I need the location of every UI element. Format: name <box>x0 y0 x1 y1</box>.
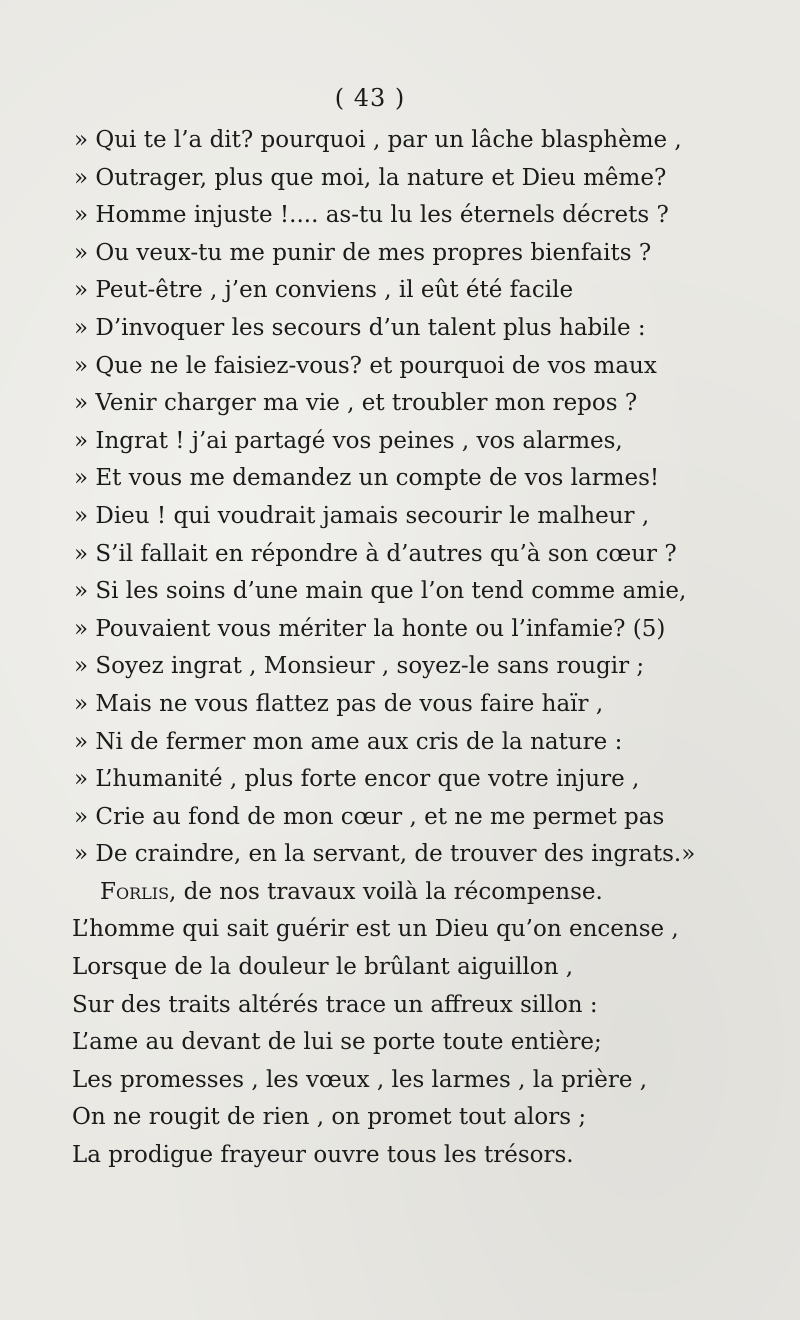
verse-line: » Soyez ingrat , Monsieur , soyez-le sans rougir ; <box>74 653 645 680</box>
verse-line: » D’invoquer les secours d’un talent plus habile : <box>74 314 646 341</box>
verse-line: Lorsque de la douleur le brûlant aiguillon , <box>72 954 574 981</box>
verse-line: L’ame au devant de lui se porte toute entière; <box>72 1029 602 1056</box>
verse-line: » Ou veux-tu me punir de mes propres bienfaits ? <box>74 239 652 266</box>
verse-line: Sur des traits altérés trace un affreux sillon : <box>72 991 598 1018</box>
verse-line: » S’il fallait en répondre à d’autres qu’à son cœur ? <box>74 540 677 567</box>
verse-line: » Que ne le faisiez-vous? et pourquoi de vos maux <box>74 352 657 379</box>
verse-line: Les promesses , les vœux , les larmes , la prière , <box>72 1066 648 1093</box>
verse-line: » L’humanité , plus forte encor que votre injure , <box>74 766 640 793</box>
verse-line: » De craindre, en la servant, de trouver des ingrats.» <box>74 841 696 868</box>
verse-line: » Peut-être , j’en conviens , il eût été facile <box>74 277 574 304</box>
verse-line: » Mais ne vous flattez pas de vous faire haïr , <box>74 690 604 717</box>
verse-line: » Si les soins d’une main que l’on tend comme amie, <box>74 578 687 605</box>
verse-line: » Homme injuste !.... as-tu lu les éternels décrets ? <box>74 202 669 229</box>
verse-line: » Venir charger ma vie , et troubler mon repos ? <box>74 390 638 417</box>
verse-line: » Crie au fond de mon cœur , et ne me permet pas <box>74 803 665 830</box>
poem-text <box>72 122 712 1175</box>
verse-line: On ne rougit de rien , on promet tout alors ; <box>72 1104 587 1131</box>
verse-line: » Pouvaient vous mériter la honte ou l’infamie? (5) <box>74 615 666 642</box>
speaker-name: Forlis <box>100 878 170 905</box>
verse-line: L’homme qui sait guérir est un Dieu qu’on encense , <box>72 916 679 943</box>
verse-line: La prodigue frayeur ouvre tous les trésors. <box>72 1142 574 1169</box>
speaker-line-text: , de nos travaux voilà la récompense. <box>169 878 603 905</box>
speaker-line <box>72 874 712 912</box>
verse-line: » Qui te l’a dit? pourquoi , par un lâche blasphème , <box>74 127 682 153</box>
verse-line: » Ni de fermer mon ame aux cris de la nature : <box>74 728 623 755</box>
page-number: ( 43 ) <box>334 84 406 112</box>
verse-line: » Ingrat ! j’ai partagé vos peines , vos alarmes, <box>74 427 623 454</box>
verse-line: » Outrager, plus que moi, la nature et Dieu même? <box>74 164 667 191</box>
verse-line: » Dieu ! qui voudrait jamais secourir le malheur , <box>74 502 650 529</box>
verse-line: » Et vous me demandez un compte de vos larmes! <box>74 465 660 492</box>
